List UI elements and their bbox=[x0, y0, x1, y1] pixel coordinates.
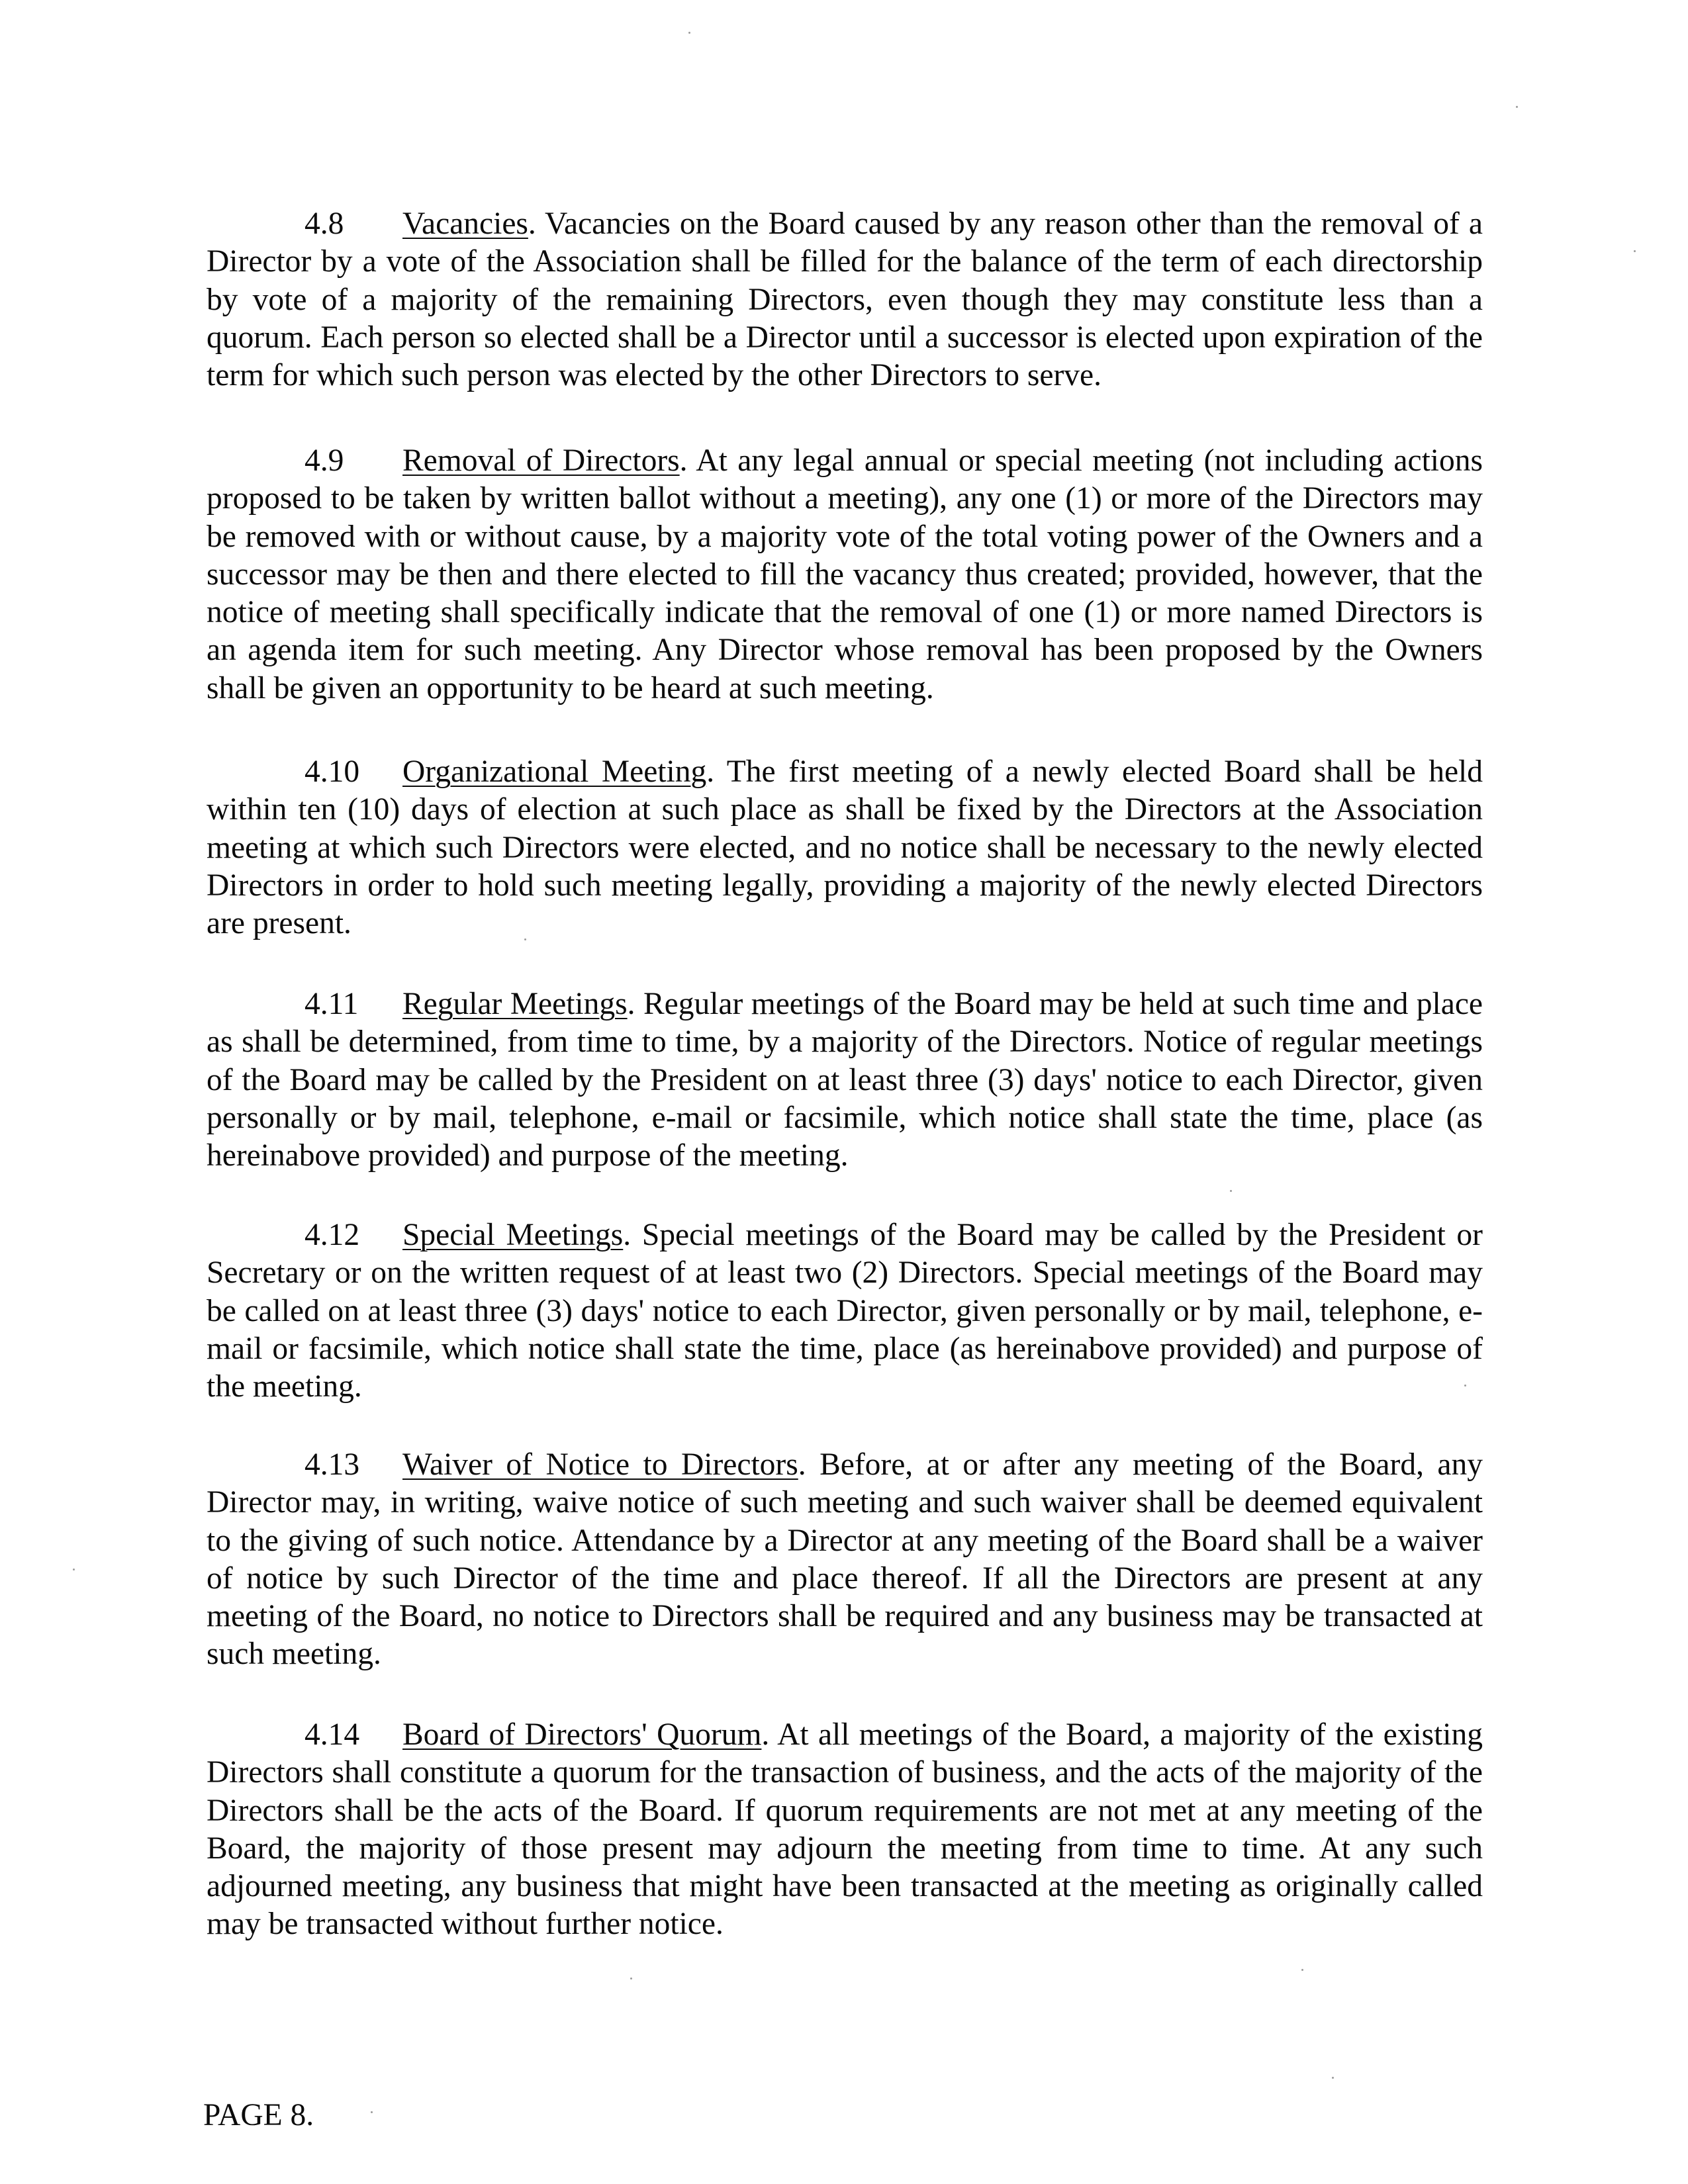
section-number: 4.8 bbox=[305, 206, 344, 241]
scan-speck bbox=[1516, 106, 1518, 108]
section-number: 4.13 bbox=[305, 1447, 360, 1482]
section-4-14: 4.14 Board of Directors' Quorum. At all meetings of the Board, a majority of the existing Directors shall constitute a quorum for the transaction of business, and the acts of the majority of the Directors shall be the acts of the Board. If quorum requirements are not met at any meeting of the Board, the majority of those present may adjourn the meeting from time to time. At any such adjourned meeting, any business that might have been transacted at the meeting as originally called may be transacted without further notice. bbox=[207, 1717, 1483, 1942]
section-4-12: 4.12 Special Meetings. Special meetings of the Board may be called by the President or Secretary or on the written request of at least two (2) Directors. Special meetings of the Board may be called on at least three (3) days' notice to each Director, given personally or by mail, telephone, e-mail or facsimile, which notice shall state the time, place (as hereinabove provided) and purpose of the meeting. bbox=[207, 1218, 1483, 1404]
section-4-13: 4.13 Waiver of Notice to Directors. Before, at or after any meeting of the Board, any Director may, in writing, waive notice of such meeting and such waiver shall be deemed equivalent to the giving of such notice. Attendance by a Director at any meeting of the Board shall be a waiver of notice by such Director of the time and place thereof. If all the Directors are present at any meeting of the Board, no notice to Directors shall be required and any business may be transacted at such meeting. bbox=[207, 1447, 1483, 1672]
section-4-8: 4.8 Vacancies. Vacancies on the Board caused by any reason other than the removal of a Director by a vote of the Association shall be filled for the balance of the term of each directorship by vote of a majority of the remaining Directors, even though they may constitute less than a quorum. Each person so elected shall be a Director until a successor is elected upon expiration of the term for which such person was elected by the other Directors to serve. bbox=[207, 206, 1483, 393]
page-number: PAGE 8. bbox=[203, 2098, 314, 2132]
section-body: Special meetings of the Board may be called by the President or Secretary or on the written request of at least two (2) Directors. Special meetings of the Board may be called on at least three (3) days' notice to each Director, given personally or by mail, telephone, e-mail or facsimile, which notice shall state the time, place (as hereinabove provided) and purpose of the meeting. bbox=[207, 1218, 1483, 1404]
section-number: 4.12 bbox=[305, 1218, 360, 1252]
section-heading: Organizational Meeting bbox=[402, 754, 707, 789]
section-heading: Vacancies bbox=[402, 206, 528, 241]
section-body: The first meeting of a newly elected Board shall be held within ten (10) days of election at such place as shall be fixed by the Directors at the Association meeting at which such Directors were elected, and no notice shall be necessary to the newly elected Directors in order to hold such meeting legally, providing a majority of the newly elected Directors are present. bbox=[207, 754, 1483, 941]
section-4-9: 4.9 Removal of Directors. At any legal annual or special meeting (not including actions proposed to be taken by written ballot without a meeting), any one (1) or more of the Directors may be removed with or without cause, by a majority vote of the total voting power of the Owners and a successor may be then and there elected to fill the vacancy thus created; provided, however, that the notice of meeting shall specifically indicate that the removal of one (1) or more named Directors is an agenda item for such meeting. Any Director whose removal has been proposed by the Owners shall be given an opportunity to be heard at such meeting. bbox=[207, 443, 1483, 705]
scan-speck bbox=[1301, 1969, 1303, 1971]
section-heading: Board of Directors' Quorum bbox=[402, 1717, 762, 1752]
section-heading: Removal of Directors bbox=[402, 443, 680, 478]
section-4-11: 4.11 Regular Meetings. Regular meetings of the Board may be held at such time and place as shall be determined, from time to time, by a majority of the Directors. Notice of regular meetings of the Board may be called by the President on at least three (3) days' notice to each Director, given personally or by mail, telephone, e-mail or facsimile, which notice shall state the time, place (as hereinabove provided) and purpose of the meeting. bbox=[207, 987, 1483, 1173]
section-body: At all meetings of the Board, a majority of the existing Directors shall constitute a quorum for the transaction of business, and the acts of the majority of the Directors shall be the acts of the Board. If quorum requirements are not met at any meeting of the Board, the majority of those present may adjourn the meeting from time to time. At any such adjourned meeting, any business that might have been transacted at the meeting as originally called may be transacted without further notice. bbox=[207, 1717, 1483, 1942]
scan-speck bbox=[524, 938, 526, 940]
section-heading: Special Meetings bbox=[402, 1218, 624, 1252]
scan-speck bbox=[1634, 250, 1636, 252]
scan-speck bbox=[1230, 1190, 1232, 1192]
section-number: 4.10 bbox=[305, 754, 360, 789]
section-heading: Regular Meetings bbox=[402, 987, 628, 1021]
section-number: 4.14 bbox=[305, 1717, 360, 1752]
section-heading: Waiver of Notice to Directors bbox=[402, 1447, 798, 1482]
scan-speck bbox=[1464, 1385, 1466, 1387]
section-body: At any legal annual or special meeting (not including actions proposed to be taken by written ballot without a meeting), any one (1) or more of the Directors may be removed with or without cause, by a majority vote of the total voting power of the Owners and a successor may be then and there elected to fill the vacancy thus created; provided, however, that the notice of meeting shall specifically indicate that the removal of one (1) or more named Directors is an agenda item for such meeting. Any Director whose removal has been proposed by the Owners shall be given an opportunity to be heard at such meeting. bbox=[207, 443, 1483, 705]
scan-speck bbox=[688, 32, 690, 34]
scan-speck bbox=[371, 2111, 373, 2113]
scan-speck bbox=[630, 1978, 632, 1979]
section-body: Regular meetings of the Board may be held at such time and place as shall be determined, from time to time, by a majority of the Directors. Notice of regular meetings of the Board may be called by the President on at least three (3) days' notice to each Director, given personally or by mail, telephone, e-mail or facsimile, which notice shall state the time, place (as hereinabove provided) and purpose of the meeting. bbox=[207, 987, 1483, 1173]
section-number: 4.9 bbox=[305, 443, 344, 478]
scan-speck bbox=[73, 1569, 75, 1570]
section-body: Vacancies on the Board caused by any reason other than the removal of a Director by a vote of the Association shall be filled for the balance of the term of each directorship by vote of a majority of the remaining Directors, even though they may constitute less than a quorum. Each person so elected shall be a Director until a successor is elected upon expiration of the term for which such person was elected by the other Directors to serve. bbox=[207, 206, 1483, 393]
section-4-10: 4.10 Organizational Meeting. The first meeting of a newly elected Board shall be held within ten (10) days of election at such place as shall be fixed by the Directors at the Association meeting at which such Directors were elected, and no notice shall be necessary to the newly elected Directors in order to hold such meeting legally, providing a majority of the newly elected Directors are present. bbox=[207, 754, 1483, 941]
section-number: 4.11 bbox=[305, 987, 359, 1021]
section-body: Before, at or after any meeting of the Board, any Director may, in writing, waive notice of such meeting and such waiver shall be deemed equivalent to the giving of such notice. Attendance by a Director at any meeting of the Board shall be a waiver of notice by such Director of the time and place thereof. If all the Directors are present at any meeting of the Board, no notice to Directors shall be required and any business may be transacted at such meeting. bbox=[207, 1447, 1483, 1672]
scan-speck bbox=[1332, 2077, 1334, 2079]
